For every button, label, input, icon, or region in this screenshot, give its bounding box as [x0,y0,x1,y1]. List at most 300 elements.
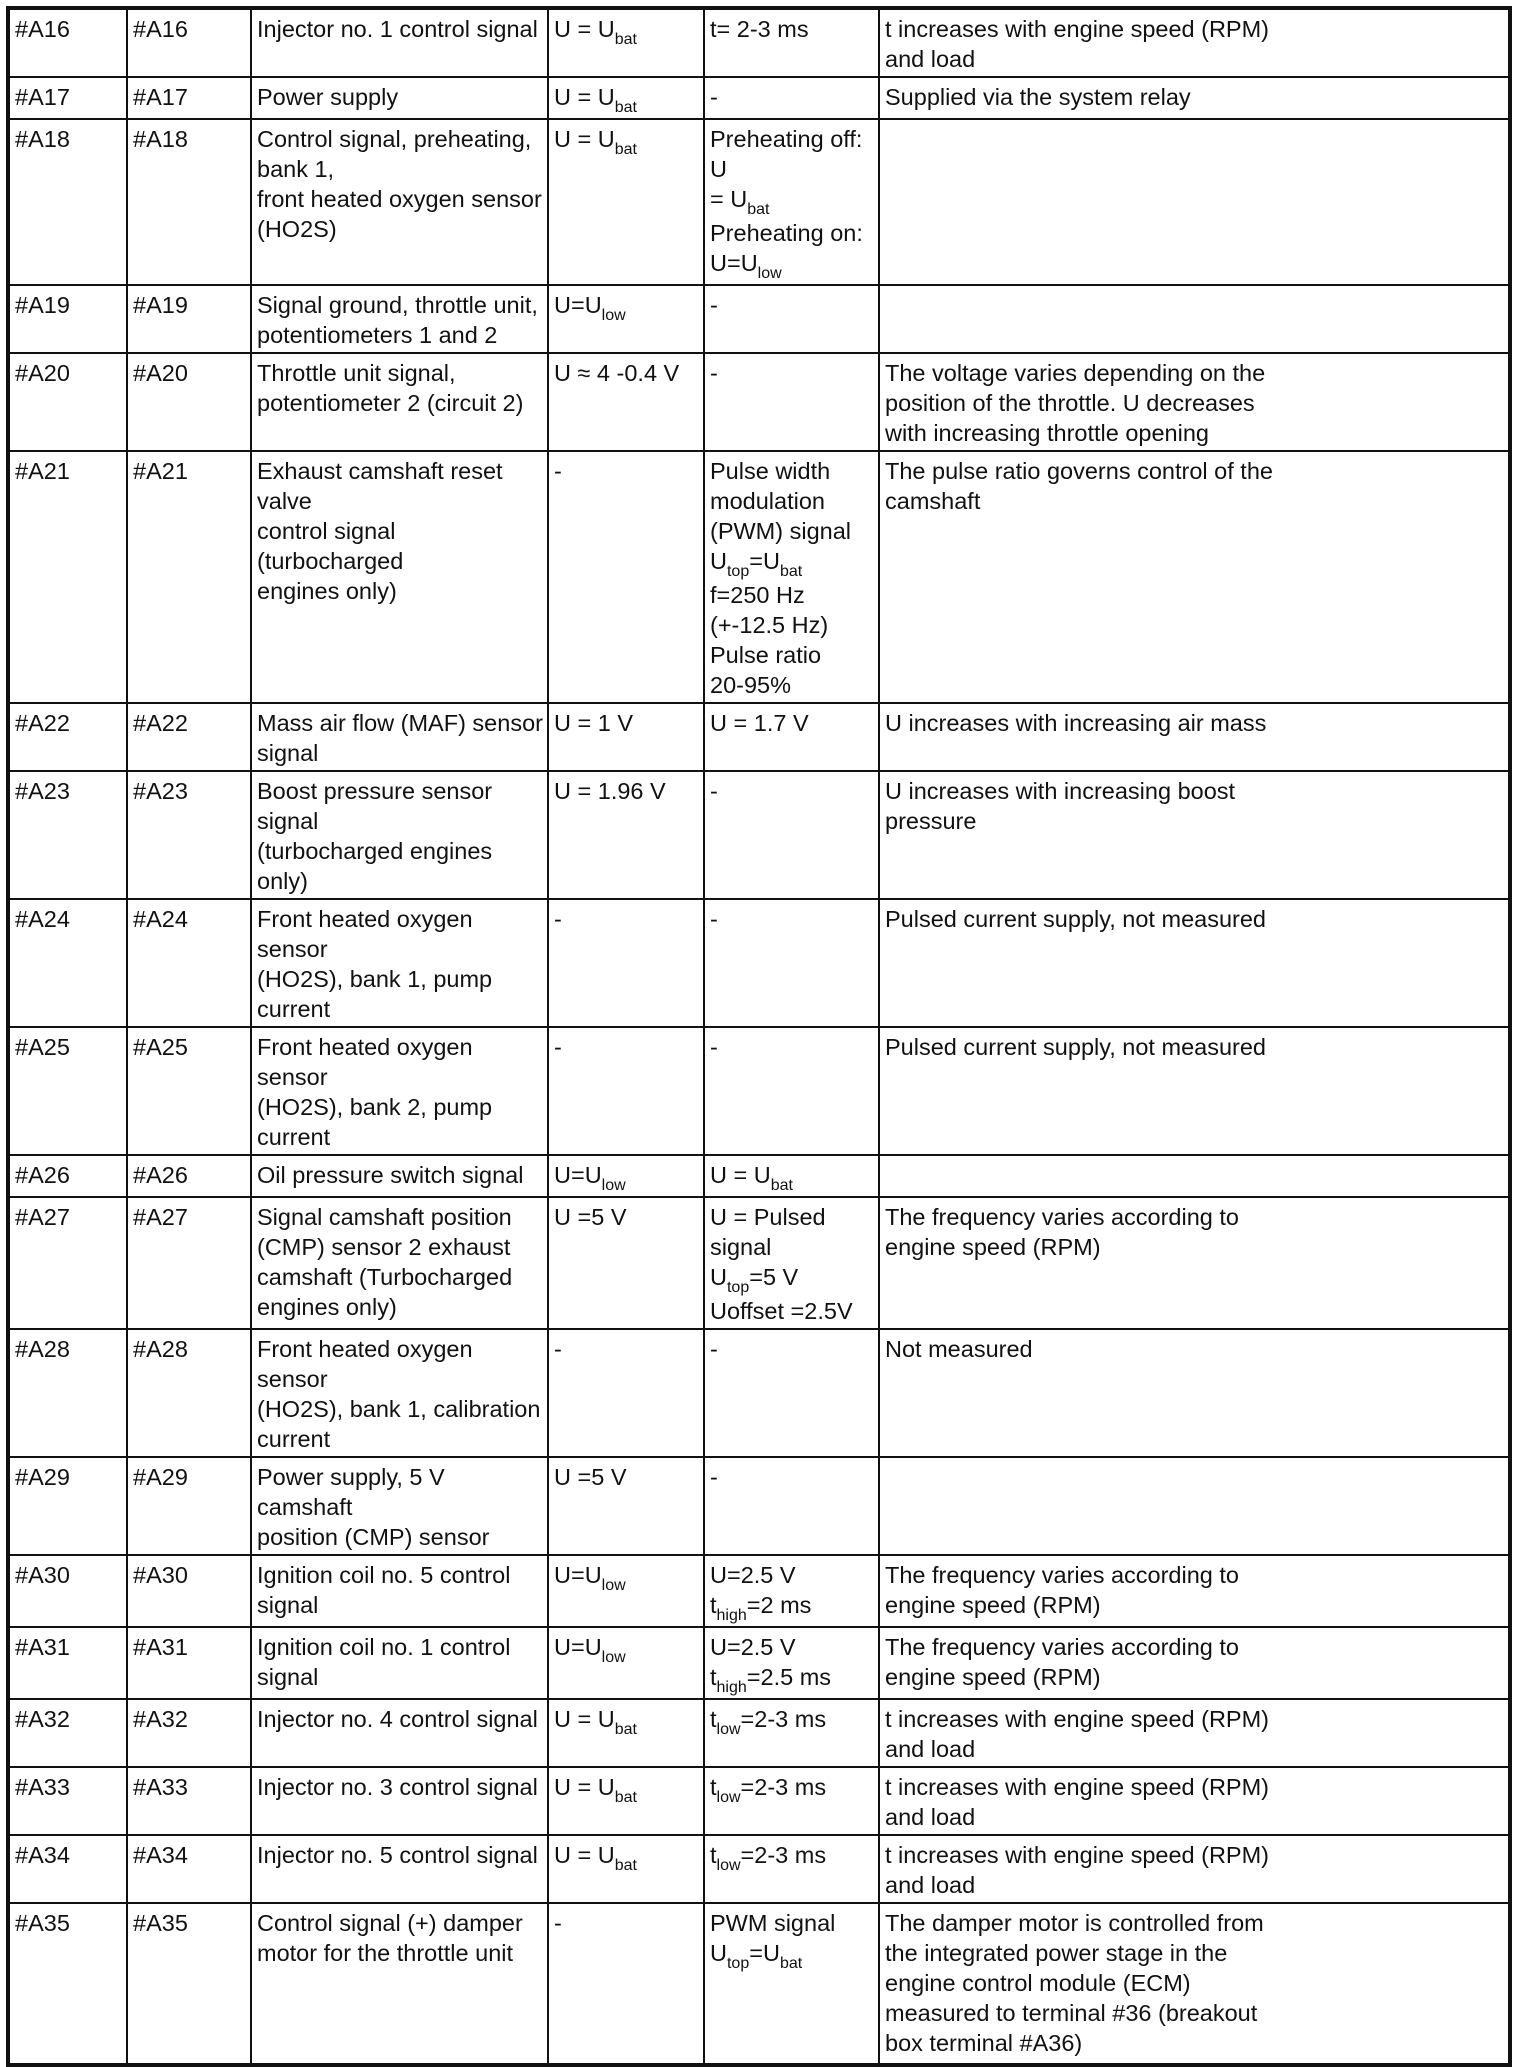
component-cell-line: Injector no. 4 control signal [257,1706,538,1732]
subscript: low [716,1857,741,1874]
comment-cell-line: Pulsed current supply, not measured [885,1034,1266,1060]
condition-2-cell-line: U=2.5 V [710,1634,796,1660]
condition-1-cell-line: $U=U_{low}$ [554,1162,626,1194]
condition-1-cell [548,451,704,703]
breakout-box-cell [127,1835,251,1903]
condition-2-cell-line: $U_{top}=5$ V [710,1264,799,1296]
subscript: low [601,307,626,324]
pin-cell-text: #A20 [15,360,70,386]
condition-2-cell-line: $t_{low}=2-3$ ms [710,1706,827,1738]
component-cell [251,1555,548,1627]
subscript: bat [614,141,637,158]
subscript: top [726,563,750,580]
component-cell-line: Control signal (+) damper [257,1910,523,1936]
condition-2-cell-line: Preheating off: U [710,126,869,182]
condition-2-cell [704,899,879,1027]
comment-cell-line: measured to terminal #36 (breakout [885,2000,1258,2026]
table-row [8,703,1510,771]
comment-cell-line: t increases with engine speed (RPM) [885,1842,1270,1868]
condition-2-cell-line: Pulse ratio [710,642,822,668]
comment-cell-line: box terminal #A36) [885,2030,1083,2056]
component-cell-line: engines only) [257,578,397,604]
condition-1-cell-line: U =5 V [554,1204,627,1230]
component-cell [251,451,548,703]
component-cell [251,1627,548,1699]
pin-cell [8,1027,127,1155]
component-cell-line: current [257,1426,331,1452]
breakout-box-cell-text: #A18 [133,126,188,152]
condition-1-cell [548,1457,704,1555]
breakout-box-cell [127,703,251,771]
comment-cell-line: U increases with increasing air mass [885,710,1267,736]
comment-cell-line [885,290,1504,320]
component-cell-line: (HO2S), bank 1, pump current [257,966,499,1022]
comment-cell [879,1027,1510,1155]
comment-cell-line: engine control module (ECM) [885,1970,1191,1996]
pin-cell [8,1767,127,1835]
comment-cell-line: The frequency varies according to [885,1204,1239,1230]
pin-cell-text: #A35 [15,1910,70,1936]
condition-2-cell-line: $U=U_{low}$ [710,250,782,282]
breakout-box-cell-text: #A35 [133,1910,188,1936]
component-cell-line: front heated oxygen sensor [257,186,542,212]
comment-cell-line: U increases with increasing boost [885,778,1236,804]
pin-table [6,6,1512,2067]
component-cell-line: Control signal, preheating, [257,126,532,152]
pin-cell [8,1155,127,1197]
component-cell-line: Power supply, 5 V camshaft [257,1464,452,1520]
condition-1-cell-line: U = 1.96 V [554,778,666,804]
table-row [8,771,1510,899]
condition-2-cell [704,771,879,899]
component-cell-line: (HO2S) [257,216,337,242]
component-cell-line: Front heated oxygen sensor [257,906,480,962]
subscript: bat [747,201,770,218]
pin-cell-text: #A28 [15,1336,70,1362]
component-cell [251,703,548,771]
pin-cell [8,353,127,451]
condition-2-cell [704,285,879,353]
condition-2-cell-line: f=250 Hz [710,582,805,608]
breakout-box-cell [127,1903,251,2065]
table-row [8,1197,1510,1329]
condition-1-cell [548,1155,704,1197]
condition-1-cell-line: - [554,458,562,484]
component-cell-line: (HO2S), bank 1, calibration [257,1396,541,1422]
condition-2-cell [704,1027,879,1155]
pin-cell [8,1197,127,1329]
condition-2-cell-line: - [710,1034,718,1060]
component-cell [251,285,548,353]
table-row [8,1027,1510,1155]
pin-cell-text: #A16 [15,16,70,42]
comment-cell-line: Pulsed current supply, not measured [885,906,1266,932]
subscript: bat [770,1177,793,1194]
pin-cell-text: #A33 [15,1774,70,1800]
breakout-box-cell-text: #A28 [133,1336,188,1362]
condition-2-cell-line: = $U_{bat}$ [710,186,770,218]
condition-2-cell [704,451,879,703]
condition-1-cell [548,703,704,771]
pin-cell-text: #A30 [15,1562,70,1588]
condition-2-cell-line: $U = U_{bat}$ [710,1162,793,1194]
table-row [8,1835,1510,1903]
component-cell-line: (CMP) sensor 2 exhaust [257,1234,511,1260]
comment-cell [879,1555,1510,1627]
condition-2-cell-line: - [710,1464,718,1490]
condition-2-cell-line: Pulse width [710,458,831,484]
pin-cell [8,285,127,353]
condition-1-cell-line: U ≈ 4 -0.4 V [554,360,680,386]
breakout-box-cell-text: #A16 [133,16,188,42]
breakout-box-cell-text: #A20 [133,360,188,386]
subscript: high [716,1679,747,1696]
comment-cell [879,451,1510,703]
breakout-box-cell [127,1329,251,1457]
breakout-box-cell [127,1027,251,1155]
condition-2-cell [704,1627,879,1699]
breakout-box-cell [127,771,251,899]
table-row [8,451,1510,703]
breakout-box-cell-text: #A23 [133,778,188,804]
pin-cell-text: #A32 [15,1706,70,1732]
subscript: bat [614,1721,637,1738]
component-cell-line: Injector no. 1 control signal [257,16,538,42]
subscript: low [601,1577,626,1594]
condition-1-cell-line: $U = U_{bat}$ [554,1774,637,1806]
condition-2-cell-line: U = 1.7 V [710,710,809,736]
table-row [8,1767,1510,1835]
pin-cell [8,703,127,771]
component-cell-line: bank 1, [257,156,335,182]
subscript: low [757,265,782,282]
condition-2-cell [704,1903,879,2065]
component-cell [251,1329,548,1457]
subscript: bat [779,1955,803,1972]
comment-cell-line: engine speed (RPM) [885,1664,1101,1690]
table-row [8,1699,1510,1767]
pin-cell [8,8,127,77]
component-cell-line: (turbocharged engines only) [257,838,499,894]
table-row [8,1627,1510,1699]
condition-1-cell [548,1555,704,1627]
comment-cell-line [885,1462,1504,1492]
comment-cell [879,1903,1510,2065]
subscript: bat [614,1857,637,1874]
condition-2-cell-line: Uoffset =2.5V [710,1298,853,1324]
breakout-box-cell [127,119,251,285]
component-cell-line: motor for the throttle unit [257,1940,514,1966]
comment-cell [879,899,1510,1027]
comment-cell [879,8,1510,77]
breakout-box-cell-text: #A26 [133,1162,188,1188]
breakout-box-cell-text: #A29 [133,1464,188,1490]
condition-2-cell-line: $t_{low}=2-3$ ms [710,1774,827,1806]
pin-cell-text: #A29 [15,1464,70,1490]
condition-1-cell [548,1197,704,1329]
subscript: bat [614,99,637,116]
breakout-box-cell-text: #A19 [133,292,188,318]
comment-cell-line: The frequency varies according to [885,1562,1239,1588]
component-cell [251,1903,548,2065]
component-cell-line: Front heated oxygen sensor [257,1336,480,1392]
component-cell [251,1699,548,1767]
table-row [8,1155,1510,1197]
pin-cell-text: #A34 [15,1842,70,1868]
breakout-box-cell [127,1155,251,1197]
comment-cell-line: and load [885,1736,976,1762]
pin-cell-text: #A21 [15,458,70,484]
condition-1-cell [548,77,704,119]
component-cell-line: signal [257,740,319,766]
condition-2-cell-line: modulation [710,488,825,514]
breakout-box-cell [127,77,251,119]
table-row [8,1555,1510,1627]
comment-cell-line: t increases with engine speed (RPM) [885,16,1270,42]
component-cell-line: position (CMP) sensor [257,1524,490,1550]
subscript: bat [614,1789,637,1806]
comment-cell [879,1155,1510,1197]
condition-2-cell [704,1197,879,1329]
condition-2-cell [704,1767,879,1835]
condition-2-cell-line: - [710,1336,718,1362]
condition-1-cell-line: - [554,1336,562,1362]
breakout-box-cell [127,285,251,353]
breakout-box-cell [127,353,251,451]
condition-2-cell-line: $U_{top}=U_{bat}$ [710,548,803,580]
comment-cell [879,1699,1510,1767]
condition-1-cell-line: $U = U_{bat}$ [554,126,637,158]
table-row [8,899,1510,1027]
component-cell [251,8,548,77]
comment-cell-line: and load [885,46,976,72]
pin-cell-text: #A19 [15,292,70,318]
comment-cell [879,77,1510,119]
breakout-box-cell-text: #A24 [133,906,188,932]
breakout-box-cell [127,1457,251,1555]
comment-cell [879,1197,1510,1329]
table-row [8,1903,1510,2065]
condition-2-cell [704,1699,879,1767]
component-cell-line: potentiometers 1 and 2 [257,322,498,348]
comment-cell-line: Not measured [885,1336,1033,1362]
breakout-box-cell [127,899,251,1027]
condition-1-cell [548,1835,704,1903]
pin-cell-text: #A24 [15,906,70,932]
pin-cell-text: #A18 [15,126,70,152]
component-cell-line: camshaft (Turbocharged [257,1264,513,1290]
breakout-box-cell [127,1197,251,1329]
comment-cell [879,1835,1510,1903]
breakout-box-cell-text: #A31 [133,1634,188,1660]
condition-2-cell-line: 20-95% [710,672,791,698]
condition-2-cell [704,119,879,285]
comment-cell-line [885,124,1504,154]
subscript: top [726,1279,750,1296]
pin-cell [8,1329,127,1457]
condition-2-cell [704,1835,879,1903]
condition-2-cell-line: U=2.5 V [710,1562,796,1588]
pin-cell-text: #A25 [15,1034,70,1060]
condition-1-cell-line: U = 1 V [554,710,634,736]
condition-2-cell-line: t= 2-3 ms [710,16,809,42]
component-cell-line: Mass air flow (MAF) sensor [257,710,543,736]
component-cell [251,1155,548,1197]
pin-cell [8,1903,127,2065]
component-cell-line: potentiometer 2 (circuit 2) [257,390,524,416]
condition-1-cell [548,1027,704,1155]
condition-2-cell [704,353,879,451]
pin-table-container [6,6,1512,2067]
condition-2-cell-line: $t_{high}=2$ ms [710,1592,812,1624]
pin-cell-text: #A23 [15,778,70,804]
pin-cell [8,77,127,119]
condition-1-cell [548,1329,704,1457]
comment-cell-line: The frequency varies according to [885,1634,1239,1660]
component-cell-line: Power supply [257,84,399,110]
condition-1-cell [548,8,704,77]
condition-2-cell-line: PWM signal [710,1910,836,1936]
component-cell [251,119,548,285]
component-cell [251,1767,548,1835]
condition-1-cell [548,1627,704,1699]
comment-cell [879,1767,1510,1835]
condition-1-cell-line: $U=U_{low}$ [554,292,626,324]
breakout-box-cell [127,451,251,703]
component-cell-line: (HO2S), bank 2, pump current [257,1094,499,1150]
component-cell-line: Ignition coil no. 5 control signal [257,1562,517,1618]
condition-1-cell-line: $U=U_{low}$ [554,1562,626,1594]
breakout-box-cell-text: #A34 [133,1842,188,1868]
condition-2-cell-line: $U_{top}=U_{bat}$ [710,1940,803,1972]
comment-cell [879,771,1510,899]
breakout-box-cell [127,1627,251,1699]
pin-cell [8,899,127,1027]
component-cell [251,771,548,899]
condition-2-cell [704,1329,879,1457]
pin-cell-text: #A27 [15,1204,70,1230]
comment-cell-line: the integrated power stage in the [885,1940,1228,1966]
table-row [8,119,1510,285]
pin-cell-text: #A17 [15,84,70,110]
pin-cell-text: #A31 [15,1634,70,1660]
comment-cell-line: The pulse ratio governs control of the [885,458,1273,484]
pin-cell [8,119,127,285]
condition-2-cell-line: $t_{high}=2.5$ ms [710,1664,832,1696]
comment-cell-line: and load [885,1872,976,1898]
condition-2-cell-line: - [710,360,718,386]
component-cell-line: Boost pressure sensor signal [257,778,499,834]
condition-1-cell-line: $U=U_{low}$ [554,1634,626,1666]
table-row [8,8,1510,77]
condition-1-cell-line: U =5 V [554,1464,627,1490]
breakout-box-cell-text: #A17 [133,84,188,110]
component-cell [251,899,548,1027]
comment-cell [879,1627,1510,1699]
component-cell-line: Injector no. 3 control signal [257,1774,538,1800]
subscript: low [601,1177,626,1194]
condition-2-cell-line: - [710,906,718,932]
condition-1-cell [548,899,704,1027]
condition-2-cell-line: - [710,778,718,804]
component-cell [251,353,548,451]
condition-2-cell-line: U = Pulsed signal [710,1204,833,1260]
comment-cell-line: with increasing throttle opening [885,420,1209,446]
breakout-box-cell-text: #A32 [133,1706,188,1732]
condition-2-cell [704,1555,879,1627]
breakout-box-cell [127,8,251,77]
comment-cell-line: engine speed (RPM) [885,1234,1101,1260]
component-cell [251,1027,548,1155]
condition-1-cell [548,353,704,451]
condition-1-cell-line: - [554,1034,562,1060]
comment-cell-line: t increases with engine speed (RPM) [885,1774,1270,1800]
subscript: bat [779,563,803,580]
subscript: low [716,1721,741,1738]
component-cell [251,77,548,119]
breakout-box-cell-text: #A33 [133,1774,188,1800]
subscript: low [601,1649,626,1666]
condition-2-cell [704,8,879,77]
subscript: top [726,1955,750,1972]
pin-cell [8,1555,127,1627]
pin-cell [8,1835,127,1903]
comment-cell-line: camshaft [885,488,981,514]
pin-cell-text: #A26 [15,1162,70,1188]
comment-cell-line: The damper motor is controlled from [885,1910,1264,1936]
breakout-box-cell-text: #A22 [133,710,188,736]
pin-cell [8,1627,127,1699]
subscript: bat [614,31,637,48]
condition-1-cell-line: $U = U_{bat}$ [554,16,637,48]
table-row [8,1457,1510,1555]
component-cell-line: Front heated oxygen sensor [257,1034,480,1090]
component-cell-line: Signal camshaft position [257,1204,512,1230]
table-row [8,353,1510,451]
breakout-box-cell-text: #A30 [133,1562,188,1588]
condition-1-cell [548,285,704,353]
condition-2-cell [704,703,879,771]
pin-cell [8,451,127,703]
pin-cell-text: #A22 [15,710,70,736]
comment-cell-line: and load [885,1804,976,1830]
breakout-box-cell-text: #A27 [133,1204,188,1230]
condition-1-cell-line: - [554,1910,562,1936]
comment-cell [879,1457,1510,1555]
condition-1-cell [548,1767,704,1835]
component-cell-line: Exhaust camshaft reset valve [257,458,510,514]
condition-1-cell [548,771,704,899]
comment-cell [879,119,1510,285]
comment-cell-line [885,1160,1504,1190]
component-cell-line: engines only) [257,1294,397,1320]
table-row [8,1329,1510,1457]
condition-1-cell-line: $U = U_{bat}$ [554,1706,637,1738]
breakout-box-cell [127,1555,251,1627]
condition-2-cell-line: (PWM) signal [710,518,852,544]
table-row [8,285,1510,353]
pin-cell [8,771,127,899]
condition-2-cell-line: $t_{low}=2-3$ ms [710,1842,827,1874]
comment-cell-line: The voltage varies depending on the [885,360,1266,386]
breakout-box-cell [127,1767,251,1835]
component-cell [251,1197,548,1329]
pin-cell [8,1457,127,1555]
component-cell-line: Oil pressure switch signal [257,1162,524,1188]
component-cell-line: Throttle unit signal, [257,360,456,386]
condition-1-cell [548,1699,704,1767]
breakout-box-cell-text: #A25 [133,1034,188,1060]
